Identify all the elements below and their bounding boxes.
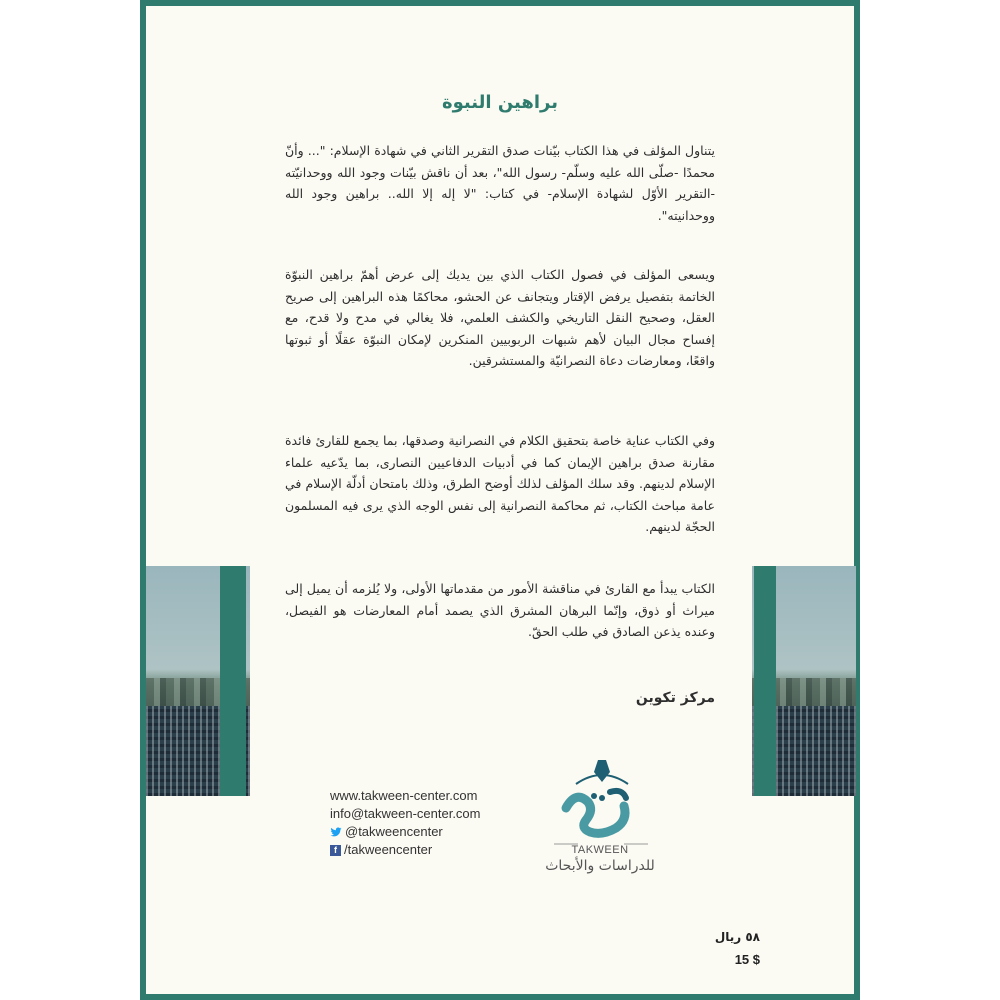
- accent-band-right: [754, 566, 776, 796]
- facebook-row: [330, 841, 530, 859]
- price-usd: 15 $: [734, 952, 760, 967]
- blurb-paragraph-3: وفي الكتاب عناية خاصة بتحقيق الكلام في النصرانية وصدقها، بما يجمع للقارئ فائدة مقارنة صدق براهين الإيمان كما في أدبيات الدفاعيين النصارى، بما يدّعيه علماء الإسلام لدينهم. وقد سلك المؤلف لذلك أوضح الطرق، وذلك بامتحان أدلّة الإسلام في عامة مباحث الكتاب، ثم محاكمة النصرانية إلى نفس الوجه الذي يرى فيه المسلمون الحجّة لدينهم.: [285, 433, 715, 534]
- twitter-handle: @takweencenter: [345, 824, 443, 839]
- book-title: براهين النبوة: [442, 92, 558, 113]
- website-row: [330, 787, 530, 805]
- blurb-paragraph-1: يتناول المؤلف في هذا الكتاب بيّنات صدق التقرير الثاني في شهادة الإسلام: "... وأنّ محمدًا -صلّى الله عليه وسلّم- رسول الله"، بعد أن ناقش بيّنات وجود الله ووحدانيّته -التقرير الأوّل لشهادة الإسلام- في كتاب: "لا إله إلا الله.. براهين وجود الله ووحدانيته".: [285, 143, 715, 223]
- accent-band-left: [220, 566, 246, 796]
- contact-info: [330, 787, 530, 859]
- facebook-handle: /takweencenter: [344, 842, 433, 857]
- email-row: [330, 805, 530, 823]
- facebook-icon: f: [330, 845, 341, 856]
- logo-arabic-subtitle: للدراسات والأبحاث: [545, 858, 655, 874]
- blurb-paragraph-2: ويسعى المؤلف في فصول الكتاب الذي بين يديك إلى عرض أهمّ براهين النبوّة الخاتمة بتفصيل يرفض الإقتار ويتجانف عن الحشو، محاكمًا هذه البراهين إلى صريح العقل، وصحيح النقل التاريخي والكشف العلمي، فلا يغالي في مدح ولا قدح، مع إفساح مجال البيان لأهم شبهات الربوبيين المنكرين لإمكان النبوّة عقلًا أو ثبوتها واقعًا، ومعارضات دعاة النصرانيّة والمستشرقين.: [285, 267, 715, 368]
- price-sar: ٥٨ ريال: [714, 930, 760, 944]
- website-link: www.takween-center.com: [330, 788, 478, 803]
- publisher-signature: مركز تكوين: [635, 690, 715, 706]
- twitter-icon: [330, 826, 342, 838]
- logo-english-name: TAKWEEN: [571, 844, 629, 856]
- twitter-row: [330, 823, 530, 841]
- email-address: info@takween-center.com: [330, 806, 481, 821]
- blurb-paragraph-4: الكتاب يبدأ مع القارئ في مناقشة الأمور من مقدماتها الأولى، ولا يُلزمه أن يميل إلى ميراث أو ذوق، وإنّما البرهان المشرق الذي يصمد أمام المعارضات هو الفيصل، وعنده يذعن الصادق في طلب الحقّ.: [285, 581, 715, 639]
